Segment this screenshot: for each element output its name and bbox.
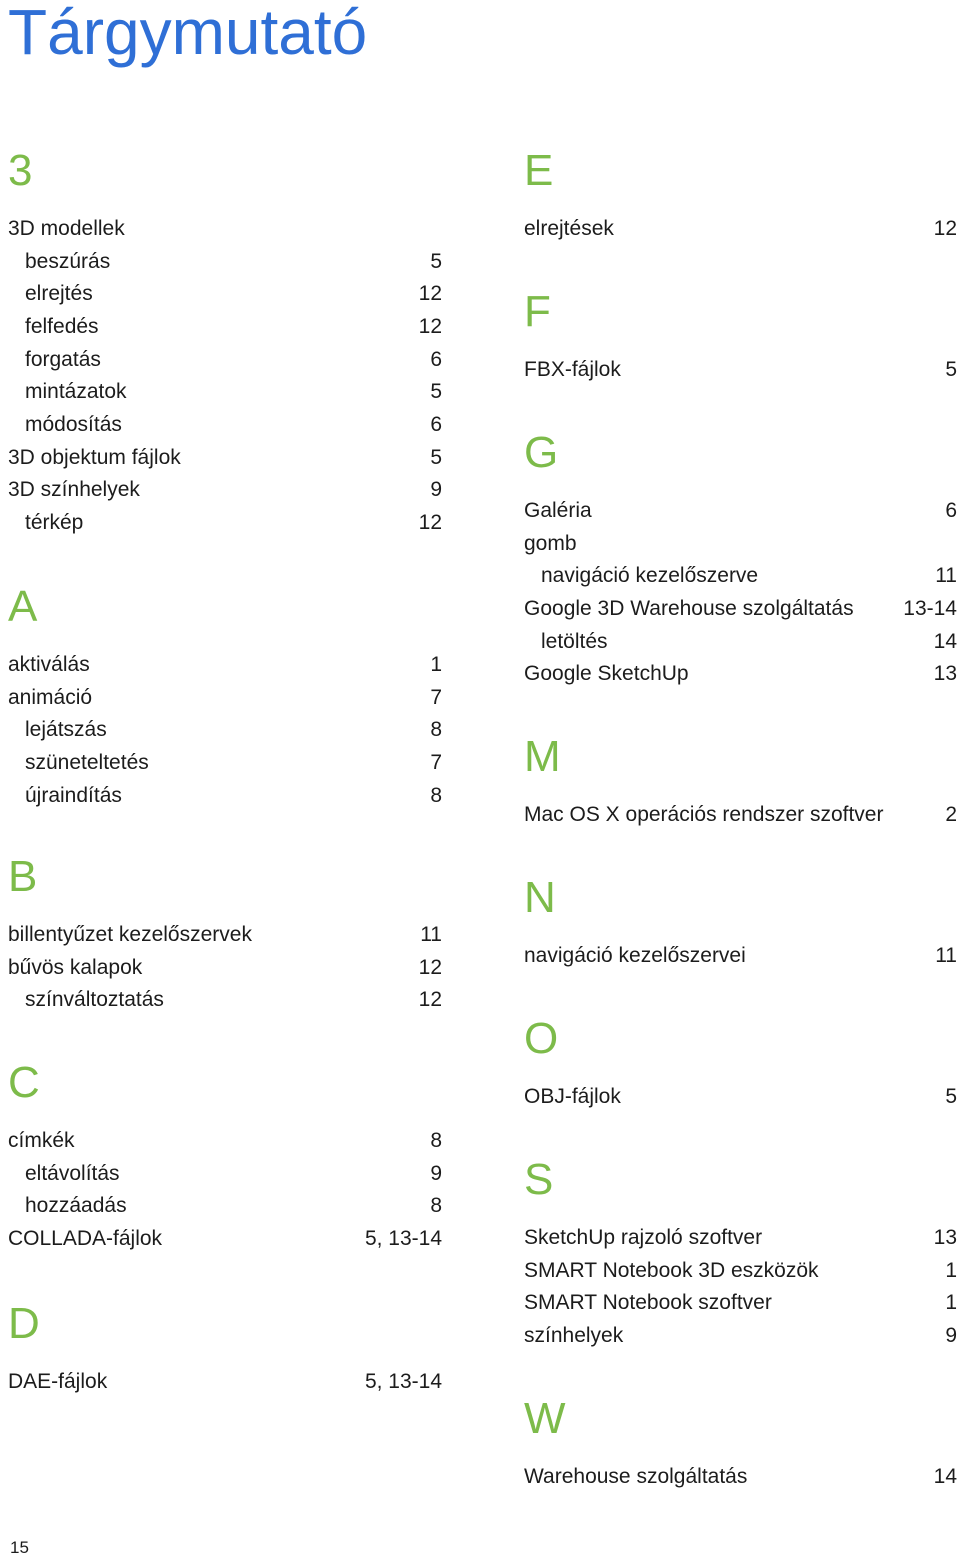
entry-pages: 9	[945, 1323, 957, 1347]
entry-term: COLLADA-fájlok	[8, 1226, 163, 1250]
index-subentry	[8, 409, 442, 442]
entry-pages: 2	[945, 803, 957, 826]
section-letter: C	[8, 1058, 40, 1107]
page-title: Tárgymutató	[8, 0, 368, 68]
entry-term: Google SketchUp	[524, 662, 689, 686]
entry-pages: 9	[430, 478, 442, 502]
entry-term: elrejtés	[25, 282, 93, 306]
entry-pages: 11	[935, 564, 957, 588]
entry-term: 3D színhelyek	[8, 478, 140, 502]
entry-pages: 1	[945, 1291, 957, 1315]
entry-term: 3D modellek	[8, 217, 125, 240]
entry-term: eltávolítás	[25, 1161, 120, 1185]
entry-term: színváltoztatás	[25, 988, 164, 1012]
entry-pages: 5	[945, 358, 957, 381]
section-letter: E	[524, 146, 554, 195]
entry-pages: 11	[420, 923, 442, 946]
entry-pages: 1	[430, 653, 442, 676]
section-letter: D	[8, 1299, 40, 1348]
entry-pages: 6	[430, 347, 442, 371]
entry-term: címkék	[8, 1129, 75, 1152]
index-entry	[524, 593, 957, 626]
index-subentry	[8, 714, 442, 747]
entry-term: színhelyek	[524, 1323, 624, 1347]
index-entry	[524, 1461, 957, 1494]
entry-pages: 8	[430, 1194, 442, 1218]
index-entry	[524, 1255, 957, 1288]
index-section	[524, 1006, 957, 1114]
index-entry	[524, 1081, 957, 1114]
entry-term: SMART Notebook 3D eszközök	[524, 1258, 819, 1282]
entry-term: Warehouse szolgáltatás	[524, 1465, 748, 1488]
index-subentry	[8, 984, 442, 1017]
index-subentry	[8, 278, 442, 311]
section-letter: G	[524, 428, 559, 477]
entry-term: szüneteltetés	[25, 750, 149, 774]
section-letter: W	[524, 1394, 566, 1443]
entry-term: Google 3D Warehouse szolgáltatás	[524, 596, 854, 620]
entry-term: gomb	[524, 531, 577, 555]
index-section	[8, 1050, 442, 1256]
index-entry	[524, 799, 957, 832]
entry-pages: 14	[933, 629, 957, 653]
entry-term: SMART Notebook szoftver	[524, 1291, 772, 1315]
section-letter: B	[8, 852, 38, 901]
index-entry	[524, 528, 957, 561]
index-section	[8, 1291, 442, 1399]
index-column-left	[8, 0, 442, 1559]
entry-pages: 5	[430, 380, 442, 404]
section-letter: S	[524, 1155, 554, 1204]
entry-pages: 6	[945, 499, 957, 522]
index-subentry	[8, 780, 442, 813]
index-section	[524, 279, 957, 387]
index-entry	[8, 442, 442, 475]
section-letter: N	[524, 873, 556, 922]
index-subentry	[524, 626, 957, 659]
index-subentry	[8, 1190, 442, 1223]
section-letter: M	[524, 732, 561, 781]
index-entry	[8, 919, 442, 952]
index-subentry	[8, 747, 442, 780]
index-entry	[524, 1287, 957, 1320]
index-entry	[8, 213, 442, 246]
entry-pages: 13	[933, 1226, 957, 1249]
index-column-right	[524, 0, 957, 1559]
entry-pages: 7	[430, 685, 442, 709]
entry-term: animáció	[8, 685, 93, 709]
entry-term: letöltés	[541, 629, 608, 653]
index-subentry	[8, 246, 442, 279]
section-letter: A	[8, 582, 38, 631]
index-entry	[524, 213, 957, 246]
index-entry	[524, 495, 957, 528]
index-section	[524, 865, 957, 973]
entry-pages: 12	[418, 282, 442, 306]
index-entry	[8, 1366, 442, 1399]
index-entry	[8, 649, 442, 682]
entry-term: módosítás	[25, 412, 122, 436]
entry-term: forgatás	[25, 347, 101, 371]
index-section	[8, 844, 442, 1017]
index-section	[524, 138, 957, 246]
entry-pages: 12	[418, 314, 442, 338]
index-subentry	[8, 1158, 442, 1191]
entry-term: Mac OS X operációs rendszer szoftver	[524, 803, 884, 826]
entry-pages: 8	[430, 718, 442, 742]
section-letter: 3	[8, 146, 33, 195]
entry-term: SketchUp rajzoló szoftver	[524, 1226, 763, 1249]
entry-pages: 7	[430, 750, 442, 774]
entry-pages: 8	[430, 783, 442, 807]
index-subentry	[8, 376, 442, 409]
entry-pages: 1	[945, 1258, 957, 1282]
entry-term: DAE-fájlok	[8, 1370, 108, 1393]
section-letter: O	[524, 1014, 559, 1063]
index-entry	[524, 1320, 957, 1353]
entry-term: OBJ-fájlok	[524, 1085, 621, 1108]
entry-term: navigáció kezelőszerve	[541, 564, 759, 588]
entry-term: újraindítás	[25, 783, 122, 807]
index-entry	[8, 1223, 442, 1256]
entry-term: aktiválás	[8, 653, 90, 676]
entry-term: navigáció kezelőszervei	[524, 944, 746, 967]
entry-term: FBX-fájlok	[524, 358, 621, 381]
entry-term: Galéria	[524, 499, 592, 522]
entry-pages: 13	[933, 662, 957, 686]
entry-term: elrejtések	[524, 217, 614, 240]
index-section	[524, 1147, 957, 1353]
entry-term: mintázatok	[25, 380, 127, 404]
entry-term: felfedés	[25, 314, 99, 338]
index-section	[524, 724, 957, 832]
entry-term: térkép	[25, 510, 84, 534]
entry-pages: 9	[430, 1161, 442, 1185]
index-entry	[524, 1222, 957, 1255]
index-entry	[524, 940, 957, 973]
index-section	[524, 420, 957, 691]
entry-pages: 14	[933, 1465, 957, 1488]
index-section	[524, 1386, 957, 1494]
entry-term: bűvös kalapok	[8, 955, 143, 979]
entry-pages: 12	[418, 955, 442, 979]
entry-pages: 5	[430, 249, 442, 273]
entry-term: billentyűzet kezelőszervek	[8, 923, 252, 946]
entry-pages: 5, 13-14	[364, 1226, 442, 1250]
entry-pages: 5, 13-14	[364, 1370, 442, 1393]
entry-term: hozzáadás	[25, 1194, 127, 1218]
index-section	[8, 574, 442, 812]
entry-pages: 6	[430, 412, 442, 436]
index-entry	[8, 474, 442, 507]
entry-term: beszúrás	[25, 249, 111, 273]
entry-term: lejátszás	[25, 718, 107, 742]
entry-pages: 5	[430, 445, 442, 469]
entry-pages: 12	[418, 988, 442, 1012]
index-subentry	[8, 311, 442, 344]
index-entry	[8, 682, 442, 715]
index-entry	[524, 354, 957, 387]
index-entry	[8, 952, 442, 985]
entry-pages: 12	[418, 510, 442, 534]
index-subentry	[8, 507, 442, 540]
entry-term: 3D objektum fájlok	[8, 445, 181, 469]
index-subentry	[8, 344, 442, 377]
index-section	[8, 138, 442, 540]
index-entry	[8, 1125, 442, 1158]
index-entry	[524, 658, 957, 691]
section-letter: F	[524, 287, 551, 336]
page-number: 15	[10, 1538, 29, 1557]
entry-pages: 5	[945, 1085, 957, 1108]
entry-pages: 11	[935, 944, 957, 967]
entry-pages: 12	[933, 217, 957, 240]
index-subentry	[524, 560, 957, 593]
entry-pages: 8	[430, 1129, 442, 1152]
entry-pages: 13-14	[903, 596, 957, 620]
